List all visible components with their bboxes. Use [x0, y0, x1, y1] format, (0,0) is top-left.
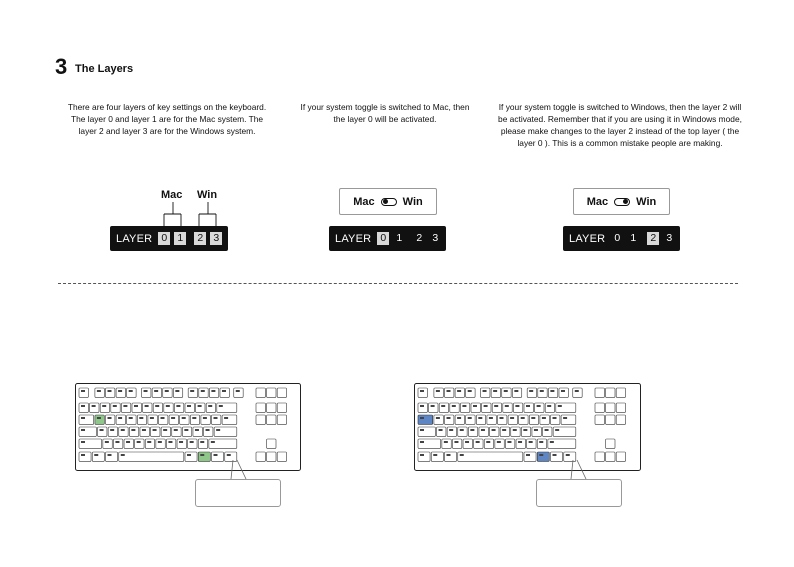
nav-key [595, 403, 604, 412]
key [79, 452, 91, 461]
key [161, 427, 170, 436]
layer-2-active: 2 [647, 232, 659, 245]
key [92, 452, 104, 461]
key [559, 388, 568, 397]
layer-bracket-lines [150, 202, 240, 228]
key [538, 388, 547, 397]
key [103, 439, 112, 448]
key [458, 427, 467, 436]
key [79, 388, 88, 397]
key [511, 427, 520, 436]
key [437, 427, 446, 436]
key [447, 427, 456, 436]
key [79, 427, 96, 436]
key [153, 403, 162, 412]
key [217, 403, 237, 412]
key [220, 388, 229, 397]
key [106, 415, 115, 424]
key [199, 388, 208, 397]
key [188, 388, 197, 397]
key [116, 415, 125, 424]
keyboard-illustration-mac [75, 383, 301, 471]
key [79, 415, 94, 424]
key [502, 388, 511, 397]
key [143, 403, 152, 412]
key [537, 452, 549, 461]
layer-label: LAYER [569, 232, 606, 245]
layer-label: LAYER [335, 232, 372, 245]
win-toggle-description: If your system toggle is switched to Windows, then the layer 2 will be activated. Remember that if you are using it in Windows mode, please make changes to the layer 2 instead of the top layer ( the layer 0 ). This is a common mistake people are making. [498, 102, 742, 148]
key [140, 427, 149, 436]
key [540, 415, 549, 424]
key [173, 388, 182, 397]
layer-bar-mac [329, 226, 446, 251]
key [95, 388, 104, 397]
toggle-win-label: Win [636, 195, 657, 208]
key [529, 415, 538, 424]
toggle-switch-icon [614, 198, 630, 206]
key [129, 427, 138, 436]
nav-key [595, 415, 604, 424]
key [445, 388, 454, 397]
key [519, 415, 528, 424]
key [418, 427, 435, 436]
key [127, 388, 136, 397]
key [196, 403, 205, 412]
key [127, 415, 136, 424]
callout-box-win [536, 479, 622, 507]
key [505, 439, 514, 448]
key [190, 415, 199, 424]
key [206, 403, 215, 412]
key [445, 415, 454, 424]
key [455, 415, 464, 424]
key [460, 403, 469, 412]
key [487, 415, 496, 424]
key [551, 415, 560, 424]
key [548, 388, 557, 397]
nav-key [606, 403, 615, 412]
key [95, 415, 104, 424]
key [159, 415, 168, 424]
key [452, 439, 461, 448]
key [474, 439, 483, 448]
key [106, 452, 118, 461]
key [476, 415, 485, 424]
layer-0: 0 [158, 232, 170, 245]
keyboard-illustration-win [414, 383, 641, 471]
toggle-win-label: Win [402, 195, 423, 208]
key [169, 415, 178, 424]
key [222, 415, 237, 424]
key [135, 439, 144, 448]
key [106, 388, 115, 397]
key [418, 415, 433, 424]
key [553, 427, 576, 436]
key [418, 452, 430, 461]
key [468, 427, 477, 436]
key [503, 403, 512, 412]
nav-key [616, 415, 625, 424]
key [491, 388, 500, 397]
key [490, 427, 499, 436]
key [479, 427, 488, 436]
layer-3: 3 [210, 232, 222, 245]
key [513, 403, 522, 412]
key [431, 452, 443, 461]
key [484, 439, 493, 448]
nav-key [277, 452, 286, 461]
key [445, 452, 457, 461]
key [177, 439, 186, 448]
key [527, 388, 536, 397]
key [119, 452, 184, 461]
key [182, 427, 191, 436]
key [442, 439, 451, 448]
key [142, 388, 151, 397]
system-toggle-win [573, 188, 670, 215]
key [434, 415, 443, 424]
key [527, 439, 536, 448]
nav-key [277, 415, 286, 424]
nav-key [616, 388, 625, 397]
nav-key [595, 452, 604, 461]
nav-key [267, 415, 276, 424]
layer-1: 1 [630, 232, 637, 244]
key [495, 439, 504, 448]
key [185, 403, 194, 412]
key [524, 452, 536, 461]
key [137, 415, 146, 424]
key [79, 403, 88, 412]
key [163, 388, 172, 397]
key [455, 388, 464, 397]
key [198, 452, 210, 461]
key [180, 415, 189, 424]
key [185, 452, 197, 461]
callout-box-mac [195, 479, 281, 507]
layer-label: LAYER [116, 232, 153, 245]
key [551, 452, 563, 461]
key [498, 415, 507, 424]
key [508, 415, 517, 424]
key [121, 403, 130, 412]
key [481, 388, 490, 397]
layer-2: 2 [194, 232, 206, 245]
nav-key [256, 452, 265, 461]
key [174, 403, 183, 412]
layer-bar-all [110, 226, 228, 251]
key [512, 388, 521, 397]
nav-key [616, 403, 625, 412]
key [152, 388, 161, 397]
nav-key [256, 388, 265, 397]
key [439, 403, 448, 412]
key [537, 439, 546, 448]
mac-label: Mac [161, 189, 183, 201]
key [429, 403, 438, 412]
toggle-mac-label: Mac [353, 195, 375, 208]
key [172, 427, 181, 436]
key [201, 415, 210, 424]
nav-key [267, 403, 276, 412]
key [548, 439, 576, 448]
key [151, 427, 160, 436]
key [524, 403, 533, 412]
key [466, 388, 475, 397]
key [532, 427, 541, 436]
layer-1: 1 [174, 232, 186, 245]
key [556, 403, 576, 412]
toggle-mac-label: Mac [586, 195, 609, 208]
key [573, 388, 582, 397]
nav-key [595, 388, 604, 397]
section-number: 3 [55, 54, 68, 79]
mac-toggle-description: If your system toggle is switched to Mac, then the layer 0 will be activated. [300, 102, 470, 124]
key [500, 427, 509, 436]
key [212, 415, 221, 424]
layer-2: 2 [416, 232, 423, 244]
key [124, 439, 133, 448]
nav-key [277, 403, 286, 412]
key [450, 403, 459, 412]
nav-key [606, 388, 615, 397]
key [209, 388, 218, 397]
key [561, 415, 576, 424]
nav-key [606, 439, 615, 448]
nav-key [267, 452, 276, 461]
key [148, 415, 157, 424]
key [166, 439, 175, 448]
key [119, 427, 128, 436]
key [132, 403, 141, 412]
win-label: Win [197, 189, 218, 201]
layer-3: 3 [432, 232, 439, 244]
nav-key [256, 403, 265, 412]
key [434, 388, 443, 397]
key [214, 427, 237, 436]
layers-description: There are four layers of key settings on the keyboard. The layer 0 and layer 1 are for the Mac system. The layer 2 and layer 3 are for the Windows system. [67, 102, 267, 136]
key [492, 403, 501, 412]
key [204, 427, 213, 436]
layer-1: 1 [396, 232, 403, 244]
layer-0-active: 0 [377, 232, 389, 245]
key [545, 403, 554, 412]
key [516, 439, 525, 448]
key [111, 403, 120, 412]
key [90, 403, 99, 412]
nav-key [267, 388, 276, 397]
nav-key [267, 439, 276, 448]
key [145, 439, 154, 448]
nav-key [606, 415, 615, 424]
key [543, 427, 552, 436]
key [463, 439, 472, 448]
nav-key [277, 388, 286, 397]
key [209, 439, 237, 448]
key [98, 427, 107, 436]
key [418, 388, 427, 397]
key [471, 403, 480, 412]
section-title: The Layers [75, 63, 134, 75]
key [521, 427, 530, 436]
nav-key [606, 452, 615, 461]
system-toggle-mac [339, 188, 437, 215]
key [458, 452, 523, 461]
layer-0: 0 [614, 232, 621, 244]
layer-bar-win [563, 226, 680, 251]
key [535, 403, 544, 412]
key [234, 388, 243, 397]
key [156, 439, 165, 448]
key [418, 403, 427, 412]
key [79, 439, 102, 448]
key [193, 427, 202, 436]
nav-key [616, 452, 625, 461]
key [482, 403, 491, 412]
dashed-divider [58, 283, 738, 284]
key [418, 439, 441, 448]
key [188, 439, 197, 448]
key [113, 439, 122, 448]
key [108, 427, 117, 436]
key [116, 388, 125, 397]
key [100, 403, 109, 412]
key [198, 439, 207, 448]
key [466, 415, 475, 424]
toggle-switch-icon [381, 198, 397, 206]
nav-key [256, 415, 265, 424]
key [212, 452, 224, 461]
key [164, 403, 173, 412]
layer-3: 3 [666, 232, 673, 244]
